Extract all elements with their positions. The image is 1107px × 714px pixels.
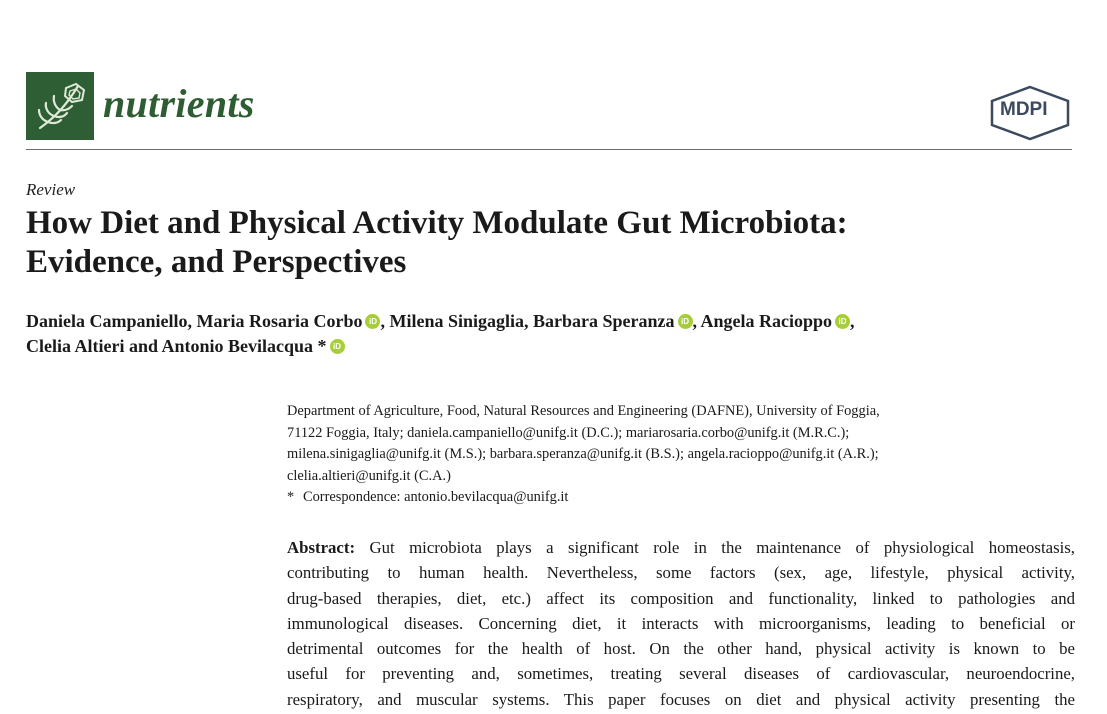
orcid-icon[interactable]: iD (330, 339, 345, 354)
abstract-line: drug-based therapies, diet, etc.) affect its composition and functionality, linked to pathologies and (287, 588, 1075, 608)
journal-logo-icon (26, 72, 94, 140)
author-line (26, 334, 1086, 359)
abstract-line: contributing to human health. Nevertheless, some factors (sex, age, lifestyle, physical activity, (287, 563, 1075, 583)
article-type: Review (26, 180, 76, 199)
abstract-line: useful for preventing and, sometimes, treating several diseases of cardiovascular, neuroendocrine, (287, 664, 1075, 684)
author-list (26, 309, 1086, 359)
author-names[interactable]: Clelia Altieri and Antonio Bevilacqua * (26, 336, 327, 356)
correspondence-mark: * (287, 489, 295, 505)
author-names[interactable]: , Milena Sinigaglia, Barbara Speranza (380, 311, 675, 331)
orcid-icon[interactable]: iD (835, 314, 850, 329)
title-line: How Diet and Physical Activity Modulate Gut Microbiota: (26, 205, 848, 241)
affiliation-line: Department of Agriculture, Food, Natural Resources and Engineering (DAFNE), University of Foggia, (287, 403, 880, 419)
publisher-name[interactable]: MDPI (1000, 99, 1048, 120)
abstract-line: respiratory, and muscular systems. This paper focuses on diet and physical activity presenting the (287, 689, 1075, 709)
author-line (26, 309, 1086, 334)
abstract-text: Gut microbiota plays a significant role in the maintenance of physiological homeostasis, (355, 538, 1075, 557)
article-title (26, 204, 1076, 282)
header-divider (26, 149, 1072, 150)
orcid-icon[interactable]: iD (365, 314, 380, 329)
orcid-icon[interactable]: iD (678, 314, 693, 329)
abstract-line: immunological diseases. Concerning diet, it interacts with microorganisms, leading to beneficial or (287, 613, 1075, 633)
author-separator: , (850, 311, 855, 331)
author-names[interactable]: Daniela Campaniello, Maria Rosaria Corbo (26, 311, 363, 331)
correspondence-text[interactable]: Correspondence: antonio.bevilacqua@unifg.it (303, 489, 569, 505)
journal-logo[interactable] (26, 72, 94, 140)
correspondence-line (287, 487, 1077, 509)
title-line: Evidence, and Perspectives (26, 244, 407, 280)
abstract-label: Abstract: (287, 538, 356, 557)
affiliation-line: 71122 Foggia, Italy; daniela.campaniello@unifg.it (D.C.); mariarosaria.corbo@unifg.it (M.R.C.); (287, 424, 850, 441)
author-names[interactable]: , Angela Racioppo (692, 311, 833, 331)
abstract (287, 535, 1075, 712)
abstract-line: detrimental outcomes for the health of host. On the other hand, physical activity is known to be (287, 639, 1075, 659)
journal-name[interactable]: nutrients (103, 81, 255, 126)
affiliation-line: clelia.altieri@unifg.it (C.A.) (287, 467, 451, 484)
abstract-line (287, 535, 1075, 560)
affiliation-line: milena.sinigaglia@unifg.it (M.S.); barbara.speranza@unifg.it (B.S.); angela.racioppo@unifg.it (A.R.); (287, 446, 879, 462)
affiliations (287, 401, 1077, 509)
